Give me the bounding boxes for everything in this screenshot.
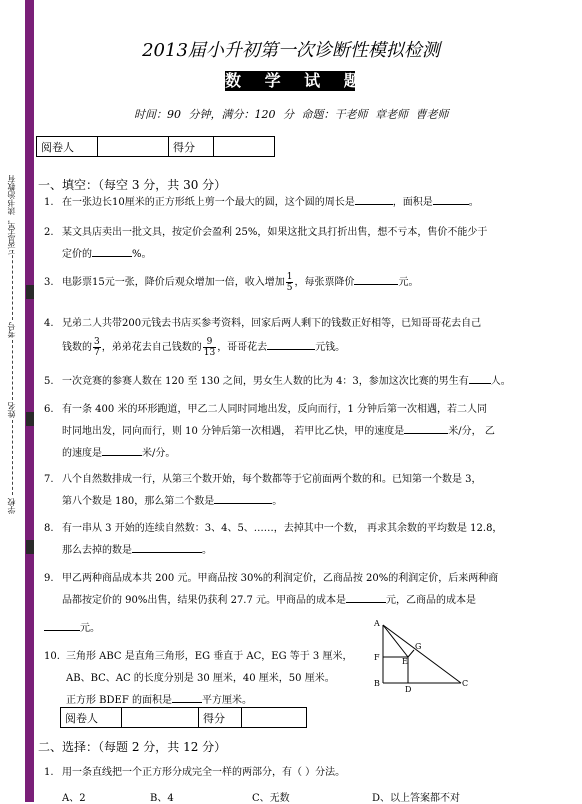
sidebar-block (26, 412, 34, 426)
page-title: 2013届小升初第一次诊断性模拟检测 (142, 40, 440, 61)
exam-no-label: 考号 (7, 322, 16, 338)
exam-meta: 时间：90 分钟，满分：120 分 命题：干老师 章老师 曹老师 (134, 108, 449, 121)
answer-blank[interactable] (102, 443, 142, 456)
answer-blank[interactable] (44, 618, 80, 631)
option-a[interactable]: A、2 (62, 793, 86, 804)
answer-blank[interactable] (404, 421, 448, 434)
question-6: 6. 有一条 400 米的环形跑道，甲乙二人同时同地出发，反向而行，1 分钟后第一次相遇，若二人同 时同地出发，同向而行，则 10 分钟后第一次相遇， 若甲比乙快，甲的速度是 米/分， 乙 的速度是 米/分。 (44, 404, 495, 459)
sidebar-block (26, 540, 34, 554)
score-box-2 (60, 707, 307, 728)
sidebar-dashed-line-top (12, 250, 13, 320)
answer-blank[interactable] (354, 272, 398, 285)
page-subtitle: 数 学 试 题 (225, 71, 369, 90)
score-label: 得分 (169, 137, 214, 157)
sidebar-block (26, 285, 34, 299)
name-label: 姓名 (7, 402, 16, 418)
reviewer-cell[interactable] (98, 137, 169, 157)
answer-blank[interactable] (214, 491, 272, 504)
question-8: 8. 有一串从 3 开始的连续自然数：3、4、5、……，去掉其中一个数， 再求其余数的平均数是 12.8， 那么去掉的数是 。 (44, 523, 503, 556)
edge-ac (383, 625, 461, 683)
reviewer-label: 阅卷人 (37, 137, 98, 157)
answer-blank[interactable] (433, 192, 469, 205)
score-cell[interactable] (214, 137, 275, 157)
label-f: F (374, 653, 380, 662)
answer-blank[interactable] (355, 192, 393, 205)
reviewer-label: 阅卷人 (61, 708, 122, 728)
answer-blank[interactable] (92, 244, 132, 257)
question-3: 3. 电影票15元一张，降价后观众增加一倍，收入增加 $\frac{1}{5}$ ，每张票降价 元。 (44, 272, 419, 293)
label-a: A (374, 619, 380, 628)
option-b[interactable]: B、4 (150, 793, 174, 804)
binding-bar (25, 0, 34, 802)
answer-blank[interactable] (172, 690, 202, 703)
answer-blank[interactable] (267, 337, 315, 350)
segment-eg (408, 650, 414, 657)
answer-blank[interactable] (132, 540, 202, 553)
section-2-title: 二、选择：（每题 2 分，共 12 分） (38, 740, 227, 754)
fraction: $\frac{9}{13}$ (203, 337, 216, 358)
reviewer-cell[interactable] (122, 708, 199, 728)
fraction: $\frac{3}{7}$ (94, 337, 100, 358)
answer-blank[interactable] (346, 590, 386, 603)
choice-question-1: 1. 用一条直线把一个正方形分成完全一样的两部分，有（ ）分法。 (44, 767, 346, 778)
sidebar-dashed-line-mid (12, 340, 13, 400)
score-label: 得分 (199, 708, 242, 728)
label-b: B (374, 679, 380, 688)
question-5: 5. 一次竞赛的参赛人数在 120 至 130 之间，男女生人数的比为 4：3，参加这次比赛的男生有 人。 (44, 371, 544, 393)
question-4: 4. 兄弟二人共带200元钱去书店买参考资料，回家后两人剩下的钱数正好相等，已知哥哥花去自己 钱数的 $\frac{3}{7}$ ，弟弟花去自己钱数的 $\frac{9}{13}$ ，哥哥花去 元钱。 (44, 318, 482, 358)
question-2: 2. 某文具店卖出一批文具，按定价会盈利 25%，如果这批文具打折出售，想不亏本，售价不能少于 定价的 %。 (44, 227, 488, 260)
score-cell[interactable] (242, 708, 307, 728)
section-1-title: 一、填空：（每空 3 分，共 30 分） (38, 178, 227, 192)
question-9-cont: 元。 (44, 618, 544, 640)
score-box-1 (36, 136, 275, 157)
question-1: 1. 在一张边长10厘米的正方形纸上剪一个最大的圆，这个圆的周长是 ，面积是 。 (44, 192, 544, 214)
label-c: C (462, 679, 469, 688)
school-label: 学校 (7, 498, 16, 514)
label-g: G (415, 642, 422, 651)
question-9: 9. 甲乙两种商品成本共 200 元。甲商品按 30%的利润定价，乙商品按 20%的利润定价，后来两种商 品都按定价的 90%出售，结果仍获利 27.7 元。甲商品的成本是 元，乙商品的成本是 (44, 573, 499, 606)
question-7: 7. 八个自然数排成一行，从第三个数开始，每个数都等于它前面两个数的和。已知第一个数是 3， 第八个数是 180，那么第二个数是 。 (44, 474, 482, 507)
sidebar-top-label: 三省学堂，读书治教有 (7, 175, 16, 255)
label-d: D (405, 685, 412, 694)
option-c[interactable]: C、无数 (252, 793, 290, 804)
question-10: 10. 三角形 ABC 是直角三角形，EG 垂直于 AC，EG 等于 3 厘米， AB、BC、AC 的长度分别是 30 厘米，40 厘米，50 厘米。 正方形 BDEF 的面积是 平方厘米。 (44, 651, 353, 706)
sidebar-dashed-line-low (12, 420, 13, 495)
answer-blank[interactable] (469, 371, 491, 384)
option-d[interactable]: D、以上答案都不对 (372, 793, 461, 804)
label-e: E (402, 657, 408, 666)
fraction: $\frac{1}{5}$ (286, 272, 293, 293)
triangle-figure (368, 615, 473, 695)
